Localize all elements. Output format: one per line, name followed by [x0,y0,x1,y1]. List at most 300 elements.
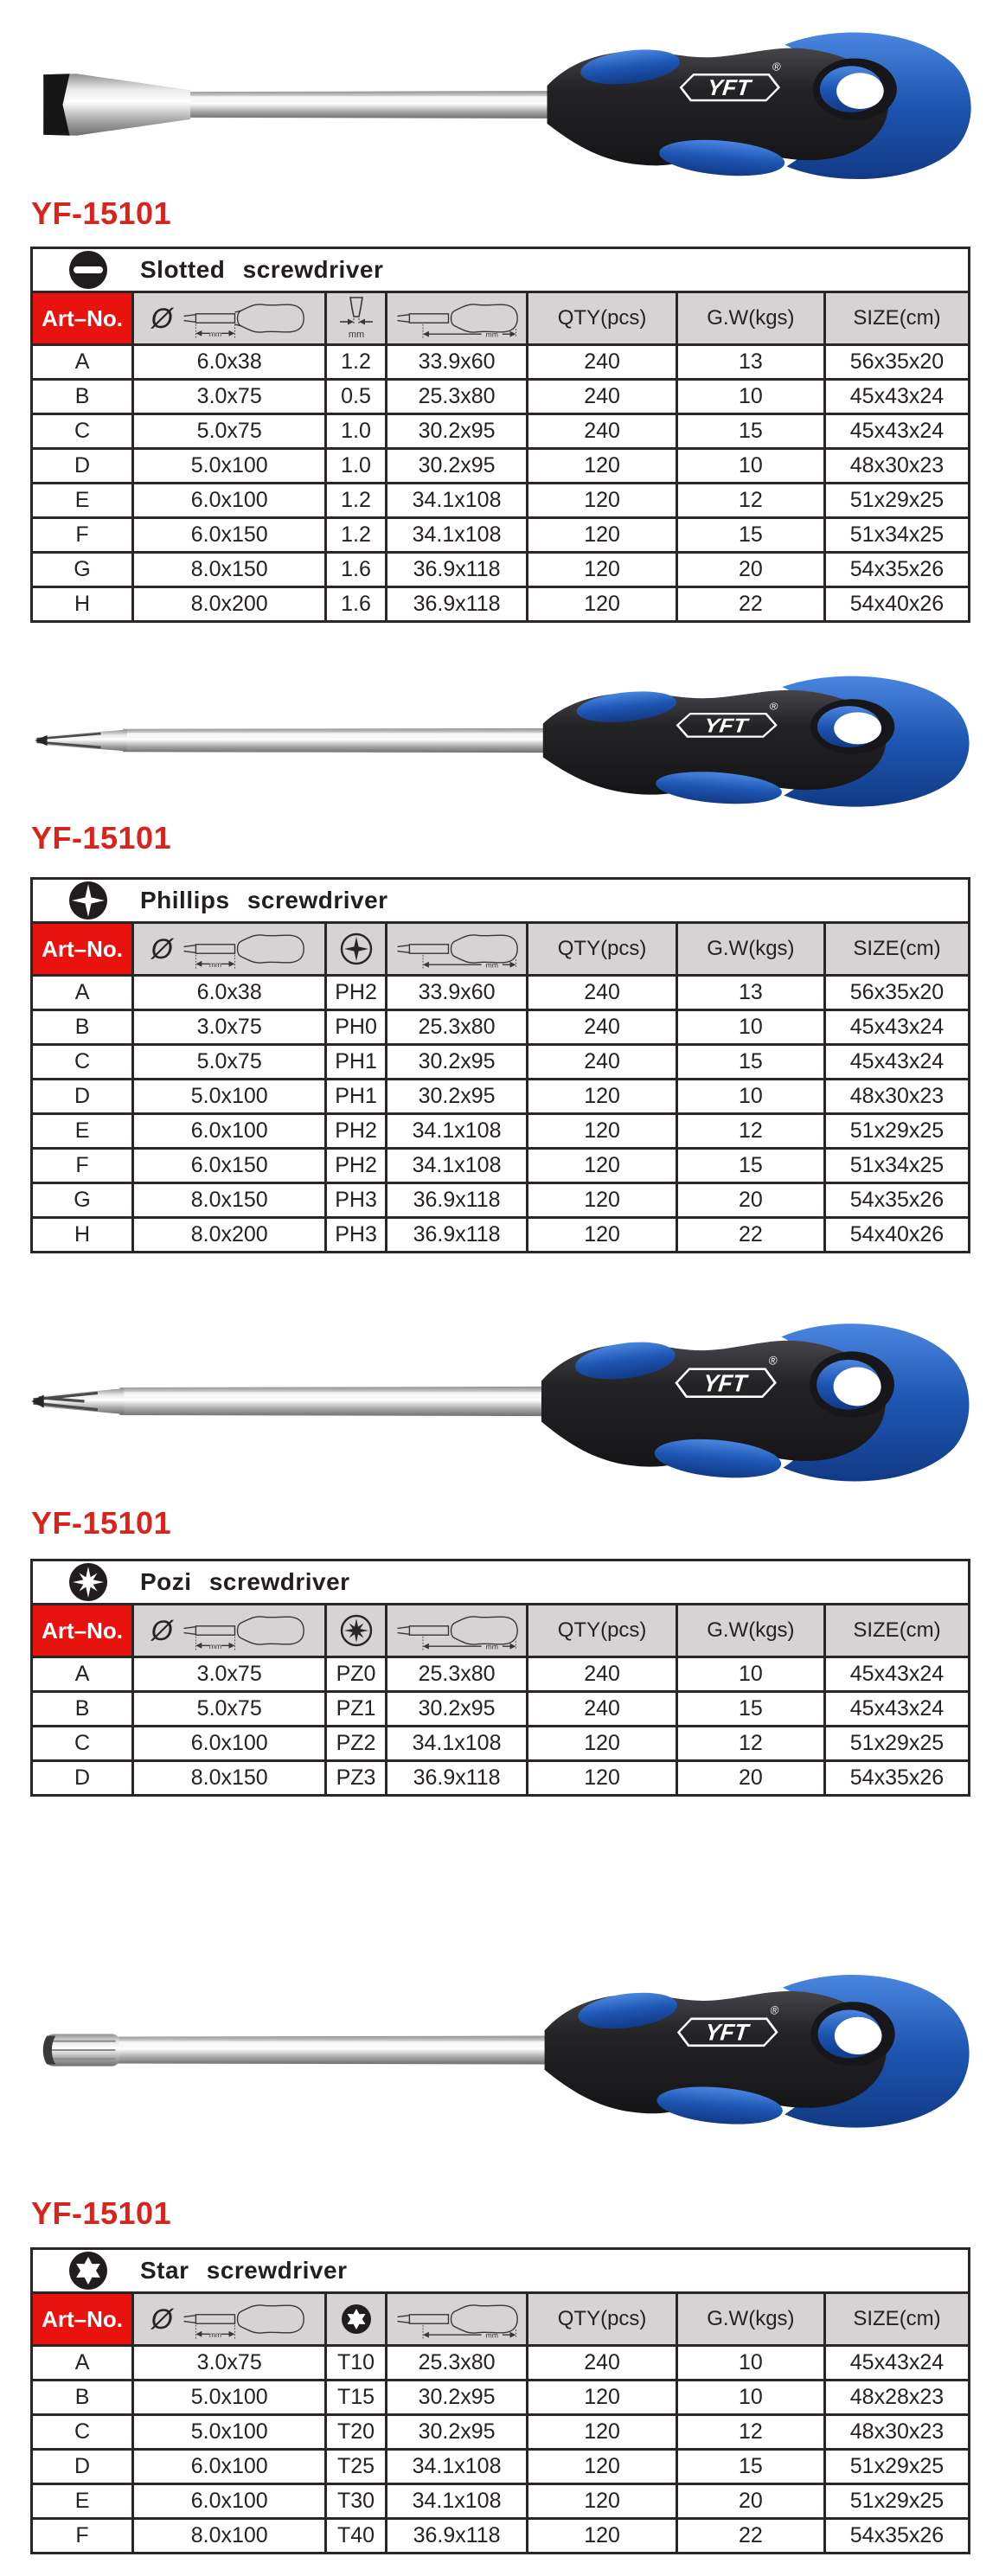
diameter-cell: 8.0x150 [133,1183,326,1218]
qty-cell: 120 [528,553,676,587]
col-size: SIZE(cm) [825,923,970,976]
col-art-no: Art–No. [32,923,133,976]
qty-cell: 240 [528,1657,676,1692]
diameter-cell: 3.0x75 [133,380,326,414]
table-row [32,587,970,622]
length-cell: 36.9x118 [386,587,528,622]
gw-cell: 20 [676,553,824,587]
tip-size-cell: PH1 [326,1045,386,1080]
col-overall-length [386,923,528,976]
hanging-hole [834,712,881,744]
length-cell: 34.1x108 [386,2484,528,2519]
length-cell: 36.9x118 [386,553,528,587]
qty-cell: 240 [528,414,676,449]
model-number: YF-15101 [31,195,172,231]
length-cell: 30.2x95 [386,2381,528,2415]
col-art-no: Art–No. [32,292,133,345]
table-row [32,1045,970,1080]
gw-cell: 10 [676,449,824,484]
tip-size-cell: 1.2 [326,345,386,380]
length-cell: 30.2x95 [386,2415,528,2450]
size-cell: 56x35x20 [825,345,970,380]
tip-size-cell: T25 [326,2450,386,2484]
col-qty: QTY(pcs) [528,923,676,976]
diameter-cell: 8.0x150 [133,553,326,587]
gw-cell: 15 [676,1045,824,1080]
screwdriver-handle [543,676,970,808]
table-row [32,1218,970,1253]
table-row [32,518,970,553]
size-cell: 54x35x26 [825,1183,970,1218]
table-title: Phillips screwdriver [140,887,388,913]
hanging-hole [835,2017,882,2054]
tip-size-cell: PH2 [326,1149,386,1183]
qty-cell: 240 [528,380,676,414]
art-no-cell: H [32,587,133,622]
gw-cell: 15 [676,1692,824,1727]
qty-cell: 120 [528,1080,676,1114]
length-cell: 30.2x95 [386,414,528,449]
star-spec-table [30,2247,970,2554]
tip-size-cell: PH3 [326,1218,386,1253]
length-cell: 36.9x118 [386,1218,528,1253]
screwdriver-shaft [43,74,548,135]
col-diameter [133,1605,326,1657]
gw-cell: 12 [676,484,824,518]
art-no-cell: A [32,1657,133,1692]
qty-cell: 240 [528,1010,676,1045]
diameter-cell: 8.0x150 [133,1761,326,1796]
art-no-cell: C [32,414,133,449]
col-blade-width [326,292,386,345]
svg-text:mm: mm [208,329,221,338]
art-no-cell: H [32,1218,133,1253]
col-tip-size [326,923,386,976]
diameter-symbol: Ø [150,932,173,964]
art-no-cell: C [32,1045,133,1080]
size-cell: 56x35x20 [825,976,970,1010]
diameter-cell: 3.0x75 [133,1657,326,1692]
gw-cell: 12 [676,1727,824,1761]
tip-size-cell: 1.2 [326,484,386,518]
tip-size-cell: 1.6 [326,587,386,622]
screwdriver-handle [541,1323,970,1483]
gw-cell: 10 [676,1080,824,1114]
art-no-cell: E [32,1114,133,1149]
col-diameter [133,2293,326,2346]
slotted-screwdriver-image [24,2,986,208]
pozi-icon [67,1561,109,1603]
svg-text:mm: mm [208,959,221,969]
qty-cell: 120 [528,1727,676,1761]
gw-cell: 15 [676,1149,824,1183]
pozi-spec-table [30,1559,970,1797]
gw-cell: 15 [676,414,824,449]
table-row [32,553,970,587]
col-size: SIZE(cm) [825,292,970,345]
screwdriver-shaft-dim-icon [178,2297,308,2342]
art-no-cell: B [32,2381,133,2415]
tip-size-cell: PZ1 [326,1692,386,1727]
col-gw: G.W(kgs) [676,1605,824,1657]
size-cell: 51x34x25 [825,518,970,553]
table-row [32,1183,970,1218]
tip-size-cell: T15 [326,2381,386,2415]
size-cell: 45x43x24 [825,380,970,414]
qty-cell: 120 [528,587,676,622]
tip-size-cell: 0.5 [326,380,386,414]
length-cell: 25.3x80 [386,1657,528,1692]
diameter-cell: 6.0x100 [133,1727,326,1761]
table-row [32,1727,970,1761]
qty-cell: 120 [528,1183,676,1218]
length-cell: 33.9x60 [386,976,528,1010]
star-icon [67,2250,109,2291]
col-qty: QTY(pcs) [528,1605,676,1657]
col-art-no: Art–No. [32,1605,133,1657]
model-number: YF-15101 [31,820,172,855]
gw-cell: 20 [676,1183,824,1218]
screwdriver-shaft-dim-icon [178,926,308,971]
size-cell: 51x29x25 [825,484,970,518]
pozi-symbol-icon [336,1611,376,1650]
art-no-cell: D [32,449,133,484]
screwdriver-length-dim-icon [392,1608,522,1653]
col-diameter [133,923,326,976]
col-overall-length [386,292,528,345]
size-cell: 51x29x25 [825,1114,970,1149]
table-title: Pozi screwdriver [140,1568,350,1595]
size-cell: 48x28x23 [825,2381,970,2415]
qty-cell: 120 [528,484,676,518]
svg-text:®: ® [768,1354,778,1368]
svg-text:mm: mm [208,2329,221,2339]
table-title: Star screwdriver [140,2257,348,2284]
svg-text:®: ® [772,60,782,74]
qty-cell: 240 [528,1045,676,1080]
diameter-cell: 6.0x150 [133,1149,326,1183]
hanging-hole [836,73,884,109]
art-no-cell: E [32,2484,133,2519]
tip-size-cell: T20 [326,2415,386,2450]
screwdriver-length-dim-icon [392,296,522,341]
gw-cell: 22 [676,2519,824,2554]
diameter-cell: 8.0x200 [133,587,326,622]
size-cell: 51x29x25 [825,1727,970,1761]
svg-text:®: ® [768,701,779,713]
diameter-cell: 6.0x100 [133,2450,326,2484]
length-cell: 25.3x80 [386,2346,528,2381]
table-row [32,484,970,518]
table-row [32,1010,970,1045]
qty-cell: 120 [528,1218,676,1253]
art-no-cell: C [32,2415,133,2450]
diameter-cell: 6.0x38 [133,976,326,1010]
table-row [32,2519,970,2554]
col-size: SIZE(cm) [825,1605,970,1657]
table-row [32,1692,970,1727]
col-qty: QTY(pcs) [528,2293,676,2346]
qty-cell: 120 [528,2484,676,2519]
art-no-cell: B [32,1010,133,1045]
size-cell: 54x35x26 [825,1761,970,1796]
gw-cell: 12 [676,2415,824,2450]
tip-size-cell: T30 [326,2484,386,2519]
qty-cell: 120 [528,2415,676,2450]
gw-cell: 13 [676,976,824,1010]
diameter-cell: 3.0x75 [133,1010,326,1045]
table-row [32,2415,970,2450]
table-row [32,449,970,484]
tip-size-cell: PH2 [326,976,386,1010]
tip-size-cell: 1.0 [326,414,386,449]
size-cell: 48x30x23 [825,2415,970,2450]
table-row [32,414,970,449]
qty-cell: 120 [528,449,676,484]
size-cell: 45x43x24 [825,1045,970,1080]
qty-cell: 120 [528,518,676,553]
qty-cell: 240 [528,1692,676,1727]
svg-text:mm: mm [485,960,499,970]
pozi-screwdriver-image [14,1291,984,1512]
star-screwdriver-image [21,1943,984,2157]
qty-cell: 120 [528,2450,676,2484]
diameter-symbol: Ø [150,2303,173,2335]
table-row [32,1080,970,1114]
qty-cell: 240 [528,2346,676,2381]
diameter-cell: 6.0x38 [133,345,326,380]
col-tip-size [326,2293,386,2346]
slotted-spec-table [30,247,970,623]
gw-cell: 20 [676,2484,824,2519]
diameter-cell: 5.0x100 [133,2415,326,2450]
screwdriver-shaft [43,2034,547,2066]
diameter-cell: 5.0x75 [133,1692,326,1727]
svg-text:YFT: YFT [702,714,749,737]
length-cell: 25.3x80 [386,380,528,414]
svg-text:YFT: YFT [706,74,752,101]
table-row [32,2346,970,2381]
diameter-symbol: Ø [150,1614,173,1646]
tip-size-cell: T10 [326,2346,386,2381]
art-no-cell: D [32,1761,133,1796]
art-no-cell: F [32,518,133,553]
phillips-icon [67,880,109,921]
size-cell: 51x29x25 [825,2484,970,2519]
screwdriver-handle [548,33,971,181]
size-cell: 51x34x25 [825,1149,970,1183]
art-no-cell: G [32,1183,133,1218]
screwdriver-length-dim-icon [392,926,522,971]
length-cell: 30.2x95 [386,1045,528,1080]
tip-size-cell: PH0 [326,1010,386,1045]
qty-cell: 240 [528,976,676,1010]
length-cell: 34.1x108 [386,1727,528,1761]
size-cell: 51x29x25 [825,2450,970,2484]
gw-cell: 10 [676,1657,824,1692]
tip-size-cell: PZ2 [326,1727,386,1761]
svg-text:mm: mm [485,1642,499,1651]
gw-cell: 22 [676,1218,824,1253]
gw-cell: 10 [676,380,824,414]
tip-size-cell: 1.6 [326,553,386,587]
svg-text:YFT: YFT [703,2019,750,2046]
qty-cell: 120 [528,1114,676,1149]
gw-cell: 12 [676,1114,824,1149]
slotted-icon [67,249,109,291]
size-cell: 54x40x26 [825,1218,970,1253]
art-no-cell: A [32,345,133,380]
art-no-cell: F [32,1149,133,1183]
art-no-cell: D [32,2450,133,2484]
size-cell: 45x43x24 [825,1010,970,1045]
svg-text:mm: mm [485,2330,499,2340]
length-cell: 34.1x108 [386,1114,528,1149]
size-cell: 45x43x24 [825,2346,970,2381]
size-cell: 45x43x24 [825,1657,970,1692]
col-gw: G.W(kgs) [676,292,824,345]
size-cell: 48x30x23 [825,1080,970,1114]
tip-size-cell: 1.0 [326,449,386,484]
diameter-cell: 6.0x100 [133,484,326,518]
size-cell: 45x43x24 [825,1692,970,1727]
gw-cell: 20 [676,1761,824,1796]
art-no-cell: B [32,1692,133,1727]
col-art-no: Art–No. [32,2293,133,2346]
gw-cell: 15 [676,2450,824,2484]
blade-width-icon [336,296,376,341]
gw-cell: 10 [676,1010,824,1045]
screwdriver-shaft [35,728,544,753]
table-row [32,1761,970,1796]
table-row [32,380,970,414]
length-cell: 33.9x60 [386,345,528,380]
phillips-screwdriver-image [17,649,984,832]
length-cell: 25.3x80 [386,1010,528,1045]
screwdriver-shaft-dim-icon [178,1608,308,1653]
table-row [32,345,970,380]
col-gw: G.W(kgs) [676,923,824,976]
table-row [32,2484,970,2519]
qty-cell: 120 [528,1761,676,1796]
size-cell: 54x35x26 [825,2519,970,2554]
svg-text:mm: mm [208,1641,221,1650]
art-no-cell: E [32,484,133,518]
size-cell: 45x43x24 [825,414,970,449]
diameter-cell: 6.0x150 [133,518,326,553]
art-no-cell: A [32,976,133,1010]
gw-cell: 13 [676,345,824,380]
qty-cell: 120 [528,1149,676,1183]
length-cell: 30.2x95 [386,1080,528,1114]
diameter-cell: 6.0x100 [133,2484,326,2519]
screwdriver-shaft [31,1387,543,1416]
length-cell: 34.1x108 [386,2450,528,2484]
length-cell: 36.9x118 [386,2519,528,2554]
tip-size-cell: T40 [326,2519,386,2554]
table-row [32,976,970,1010]
svg-text:mm: mm [348,330,364,340]
tip-size-cell: PH1 [326,1080,386,1114]
col-gw: G.W(kgs) [676,2293,824,2346]
qty-cell: 120 [528,2381,676,2415]
art-no-cell: C [32,1727,133,1761]
col-overall-length [386,2293,528,2346]
qty-cell: 240 [528,345,676,380]
art-no-cell: D [32,1080,133,1114]
svg-text:YFT: YFT [701,1368,748,1397]
diameter-cell: 8.0x100 [133,2519,326,2554]
table-row [32,1657,970,1692]
qty-cell: 120 [528,2519,676,2554]
col-tip-size [326,1605,386,1657]
col-size: SIZE(cm) [825,2293,970,2346]
diameter-cell: 6.0x100 [133,1114,326,1149]
length-cell: 34.1x108 [386,1149,528,1183]
screwdriver-handle [545,1975,970,2129]
length-cell: 30.2x95 [386,449,528,484]
length-cell: 30.2x95 [386,1692,528,1727]
tip-size-cell: 1.2 [326,518,386,553]
table-row [32,2381,970,2415]
diameter-cell: 5.0x100 [133,449,326,484]
phillips-symbol-icon [336,929,376,969]
diameter-cell: 5.0x75 [133,414,326,449]
size-cell: 54x40x26 [825,587,970,622]
table-row [32,2450,970,2484]
tip-size-cell: PH3 [326,1183,386,1218]
size-cell: 54x35x26 [825,553,970,587]
size-cell: 48x30x23 [825,449,970,484]
art-no-cell: G [32,553,133,587]
table-row [32,1149,970,1183]
model-number: YF-15101 [31,2195,172,2231]
col-overall-length [386,1605,528,1657]
col-diameter [133,292,326,345]
length-cell: 34.1x108 [386,484,528,518]
torx-symbol-icon [336,2299,376,2339]
length-cell: 36.9x118 [386,1183,528,1218]
table-title: Slotted screwdriver [140,256,384,283]
table-row [32,1114,970,1149]
diameter-symbol: Ø [150,302,173,334]
length-cell: 34.1x108 [386,518,528,553]
diameter-cell: 3.0x75 [133,2346,326,2381]
svg-text:mm: mm [485,330,499,339]
length-cell: 36.9x118 [386,1761,528,1796]
art-no-cell: B [32,380,133,414]
tip-size-cell: PZ0 [326,1657,386,1692]
phillips-spec-table [30,877,970,1253]
gw-cell: 15 [676,518,824,553]
art-no-cell: F [32,2519,133,2554]
gw-cell: 22 [676,587,824,622]
diameter-cell: 5.0x75 [133,1045,326,1080]
diameter-cell: 5.0x100 [133,2381,326,2415]
gw-cell: 10 [676,2346,824,2381]
diameter-cell: 5.0x100 [133,1080,326,1114]
gw-cell: 10 [676,2381,824,2415]
art-no-cell: A [32,2346,133,2381]
screwdriver-length-dim-icon [392,2297,522,2342]
tip-size-cell: PZ3 [326,1761,386,1796]
tip-size-cell: PH2 [326,1114,386,1149]
model-number: YF-15101 [31,1505,172,1541]
screwdriver-shaft-dim-icon [178,296,308,341]
col-qty: QTY(pcs) [528,292,676,345]
svg-text:®: ® [769,2003,780,2017]
diameter-cell: 8.0x200 [133,1218,326,1253]
